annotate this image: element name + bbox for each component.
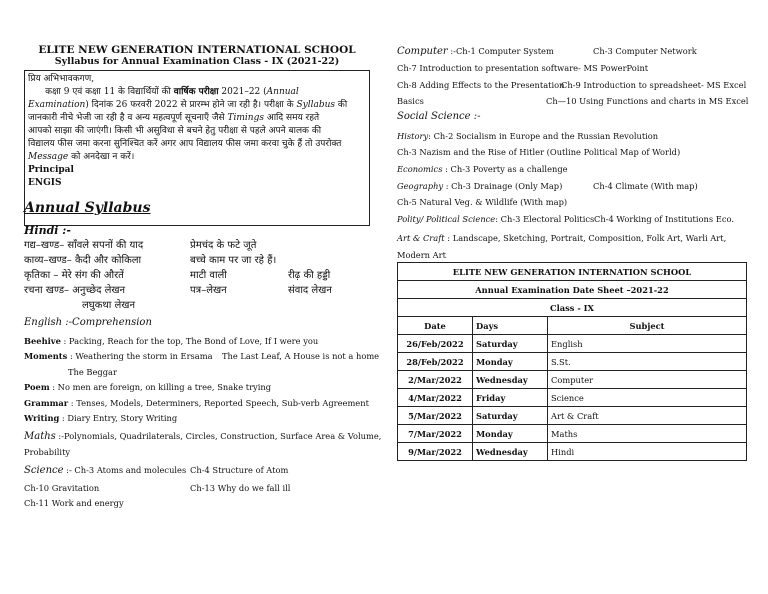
engis-label: ENGIS xyxy=(28,178,62,188)
science-line-1: Science :- Ch-3 Atoms and molecules xyxy=(24,465,187,476)
datesheet-class: Class - IX xyxy=(398,299,747,317)
row-subject: Maths xyxy=(548,425,747,443)
history-line-2: Ch-3 Nazism and the Rise of Hitler (Outline Political Map of World) xyxy=(397,147,681,157)
science-ch11: Ch-11 Work and energy xyxy=(24,498,124,508)
row-date: 2/Mar/2022 xyxy=(398,371,473,389)
notice-line: जानकारी नीचे भेजी जा रही है व अन्य महत्वपूर्ण सूचनाएँ जैसे Timings आदि समय रहते xyxy=(28,113,320,123)
hindi-row-3b: माटी वाली xyxy=(190,270,227,281)
hindi-row-1b: प्रेमचंद के फटे जूते xyxy=(190,240,257,251)
art-line-2: Modern Art xyxy=(397,250,446,260)
hindi-row-3a: कृतिका – मेरे संग की औरतें xyxy=(24,270,124,281)
row-subject: S.St. xyxy=(548,353,747,371)
row-date: 28/Feb/2022 xyxy=(398,353,473,371)
english-poem: Poem : No men are foreign, on killing a tree, Snake trying xyxy=(24,382,272,392)
row-subject: Art & Craft xyxy=(548,407,747,425)
hindi-row-4c: संवाद लेखन xyxy=(288,285,332,296)
row-day: Wednesday xyxy=(473,371,548,389)
datesheet-table xyxy=(397,262,747,461)
notice-line: Examination) दिनांक 26 फरवरी 2022 से प्रारम्भ होने जा रही है। परीक्षा के Syllabus की xyxy=(28,100,348,110)
english-beehive: Beehive : Packing, Reach for the top, The Bond of Love, If I were you xyxy=(24,336,319,346)
hindi-row-4a: रचना खण्ड– अनुच्छेद लेखन xyxy=(24,285,126,296)
row-day: Monday xyxy=(473,353,548,371)
english-moments: Moments : Weathering the storm in Ersama xyxy=(24,351,213,361)
computer-basics: Basics xyxy=(397,96,424,106)
history-line: History: Ch-2 Socialism in Europe and the Russian Revolution xyxy=(397,131,659,141)
english-writing: Writing : Diary Entry, Story Writing xyxy=(24,413,178,423)
hindi-row-1a: गद्य–खण्ड– साँवले सपनों की याद xyxy=(24,240,144,251)
row-date: 7/Mar/2022 xyxy=(398,425,473,443)
notice-line: विद्यालय फीस जमा करना सुनिश्चित करें अगर आप विद्यालय फीस जमा करवा चुके हैं तो उपरोक्त xyxy=(28,139,342,149)
table-row xyxy=(398,371,747,389)
computer-ch7: Ch-7 Introduction to presentation software- MS PowerPoint xyxy=(397,63,649,73)
notice-line: आपको साझा की जाएंगी। किसी भी असुविधा से बचने हेतु परीक्षा से पहले अपने बालक की xyxy=(28,126,322,136)
datesheet-title: Annual Examination Date Sheet –2021-22 xyxy=(398,281,747,299)
geography-ch5: Ch-5 Natural Veg. & Wildlife (With map) xyxy=(397,197,568,207)
english-heading: English :-Comprehension xyxy=(24,317,152,328)
notice-line: Message को अनदेखा न करें। xyxy=(28,152,135,162)
row-date: 9/Mar/2022 xyxy=(398,443,473,461)
col-subject-header: Subject xyxy=(548,317,747,335)
school-name: ELITE NEW GENERATION INTERNATIONAL SCHOOL xyxy=(38,44,356,56)
row-subject: Computer xyxy=(548,371,747,389)
computer-ch10: Ch—10 Using Functions and charts in MS Excel xyxy=(546,96,749,106)
social-heading: Social Science :- xyxy=(397,111,481,122)
polity-line: Polity/ Political Science: Ch-3 Electoral Politics xyxy=(397,214,595,224)
computer-ch3: Ch-3 Computer Network xyxy=(593,46,697,56)
polity-ch4: Ch-4 Working of Institutions Eco. xyxy=(594,214,734,224)
english-moments-c: The Beggar xyxy=(68,367,117,377)
english-grammar: Grammar : Tenses, Models, Determiners, Reported Speech, Sub-verb Agreement xyxy=(24,398,369,408)
table-row xyxy=(398,407,747,425)
row-day: Wednesday xyxy=(473,443,548,461)
notice-line: प्रिय अभिभावकगण, xyxy=(28,74,95,84)
maths-line-2: Probability xyxy=(24,447,71,457)
table-row xyxy=(398,425,747,443)
science-ch10: Ch-10 Gravitation xyxy=(24,483,100,493)
row-day: Monday xyxy=(473,425,548,443)
geography-line: Geography : Ch-3 Drainage (Only Map) xyxy=(397,181,563,191)
syllabus-title: Syllabus for Annual Examination Class - IX (2021-22) xyxy=(54,56,340,67)
col-date-header: Date xyxy=(398,317,473,335)
col-days-header: Days xyxy=(473,317,548,335)
maths-line: Maths :-Polynomials, Quadrilaterals, Circles, Construction, Surface Area & Volume, xyxy=(24,431,382,442)
geography-ch4: Ch-4 Climate (With map) xyxy=(593,181,698,191)
hindi-heading: Hindi :- xyxy=(24,224,71,237)
computer-ch8: Ch-8 Adding Effects to the Presentation xyxy=(397,80,565,90)
economics-line: Economics : Ch-3 Poverty as a challenge xyxy=(397,164,568,174)
row-day: Saturday xyxy=(473,407,548,425)
hindi-row-3c: रीढ़ की हड्डी xyxy=(288,270,331,281)
row-date: 5/Mar/2022 xyxy=(398,407,473,425)
row-day: Saturday xyxy=(473,335,548,353)
table-row xyxy=(398,353,747,371)
table-row xyxy=(398,389,747,407)
row-date: 26/Feb/2022 xyxy=(398,335,473,353)
table-row xyxy=(398,335,747,353)
science-ch4: Ch-4 Structure of Atom xyxy=(190,465,289,475)
hindi-row-2a: काव्य–खण्ड– कैदी और कोकिला xyxy=(24,255,142,266)
science-ch13: Ch-13 Why do we fall ill xyxy=(190,483,291,493)
datesheet-school: ELITE NEW GENERATION INTERNATION SCHOOL xyxy=(398,263,747,281)
row-day: Friday xyxy=(473,389,548,407)
datesheet-table-wrap xyxy=(397,262,747,461)
left-column xyxy=(24,44,370,226)
row-subject: Hindi xyxy=(548,443,747,461)
table-row xyxy=(398,443,747,461)
hindi-row-4b: पत्र–लेखन xyxy=(190,285,227,296)
art-line: Art & Craft : Landscape, Sketching, Portrait, Composition, Folk Art, Warli Art, xyxy=(397,233,727,243)
row-subject: English xyxy=(548,335,747,353)
principal-label: Principal xyxy=(28,165,74,175)
english-moments-b: The Last Leaf, A House is not a home xyxy=(222,351,380,361)
annual-syllabus-heading: Annual Syllabus xyxy=(24,200,151,216)
computer-ch9: Ch-9 Introduction to spreadsheet- MS Excel xyxy=(561,80,747,90)
row-subject: Science xyxy=(548,389,747,407)
computer-line-1: Computer :-Ch-1 Computer System xyxy=(397,46,554,57)
hindi-row-2b: बच्चे काम पर जा रहे हैं। xyxy=(190,255,277,266)
row-date: 4/Mar/2022 xyxy=(398,389,473,407)
notice-line: कक्षा 9 एवं कक्षा 11 के विद्यार्थियों की वार्षिक परीक्षा 2021–22 (Annual xyxy=(45,87,299,97)
hindi-row-5: लघुकथा लेखन xyxy=(82,300,136,311)
